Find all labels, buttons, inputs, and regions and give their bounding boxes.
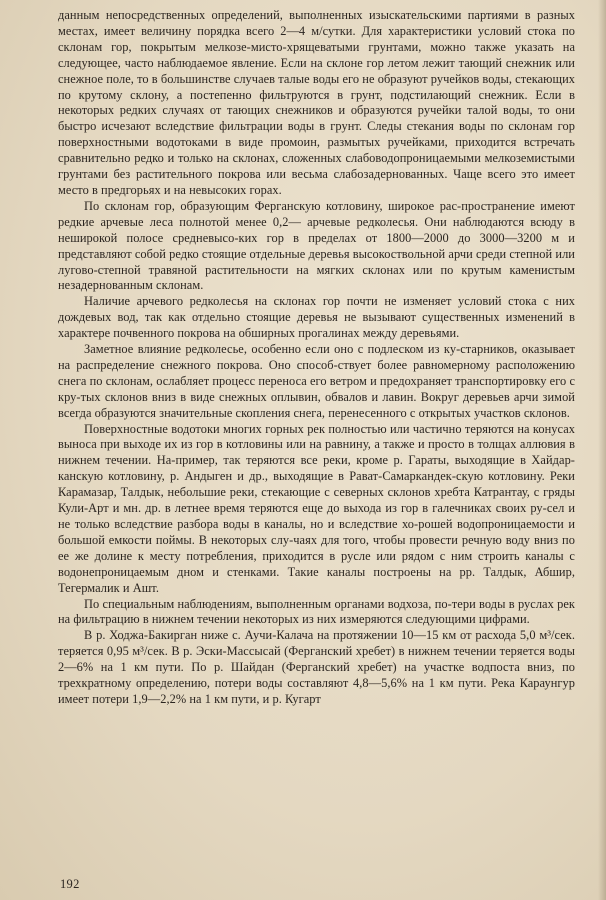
body-text	[58, 8, 575, 708]
paragraph-4: Заметное влияние редколесье, особенно если оно с подлеском из ку-старников, оказывает на распределение снежного покрова. Оно способ-ствует более равномерному расположению снега по склонам, ослабляет процесс переноса его ветром и предохраняет транспортировку его с кру-тых склонов вниз в виде снежных оплывин, обвалов и лавин. Вокруг деревьев арчи зимой всегда образуются значительные скопления снега, перенесенного с открытых участков склонов.	[58, 342, 575, 420]
paragraph-1: данным непосредственных определений, выполненных изыскательскими партиями в разных местах, имеет величину порядка всего 2—4 м/сутки. Для характеристики условий стока по склонам гор, покрытым мелкозе-мисто-хрящеватыми грунтами, можно также указать на следующее, часто наблюдаемое явление. Если на склоне гор летом лежит тающий снежник или снежное поле, то в большинстве случаев талые воды его не образуют ручейков воды, стекающих по крутому склону, а постепенно фильтруются в грунт, подстилающий снежник. Если в некоторых редких случаях от тающих снежников и образуются ручейки талой воды, то они быстро исчезают вследствие фильтрации воды в грунт. Следы стекания воды по склонам гор поверхностными водотоками в виде промоин, размытых ручейками, приходится встречать сравнительно редко и только на склонах, сложенных слабоводопроницаемыми мелкоземистыми грунтами без растительного покрова или весьма слабозадернованных. Чаще всего это имеет место в предгорьях и на невысоких горах.	[58, 8, 575, 197]
book-page	[58, 8, 575, 900]
page-edge-shadow	[598, 0, 606, 900]
paragraph-6: По специальным наблюдениям, выполненным органами водхоза, по-тери воды в руслах рек на фильтрацию в нижнем течении некоторых из них измеряются следующими цифрами.	[58, 596, 575, 627]
paragraph-7: В р. Ходжа-Бакирган ниже с. Аучи-Калача на протяжении 10—15 км от расхода 5,0 м³/сек. теряется 0,95 м³/сек. В р. Эски-Массысай (Ферганский хребет) в нижнем течении теряется воды 2—6% на 1 км пути. По р. Шайдан (Ферганский хребет) на участке водпоста вниз, по трехкратному определению, потери воды составляют 4,8—5,6% на 1 км пути. Река Караунгур имеет потери 1,9—2,2% на 1 км пути, и р. Кугарт	[58, 628, 575, 706]
paragraph-2: По склонам гор, образующим Ферганскую котловину, широкое рас-пространение имеют редкие арчевые леса полнотой менее 0,2— арчевые редколесья. Они наблюдаются всюду в неширокой полосе средневысо-ких гор в пределах от 1800—2000 до 3000—3200 м и представляют собой редко стоящие отдельные деревья высокоствольной арчи среди степной или лугово-степной травяной растительности на мягких склонах или по крутым каменистым незадернованным склонам.	[58, 198, 575, 293]
page-number: 192	[60, 877, 80, 891]
paragraph-3: Наличие арчевого редколесья на склонах гор почти не изменяет условий стока с них дождевых вод, так как отдельно стоящие деревья не вызывают существенных изменений в характере почвенного покрова на обширных прогалинах между деревьями.	[58, 294, 575, 341]
paragraph-5: Поверхностные водотоки многих горных рек полностью или частично теряются на конусах выноса при выходе их из гор в котловины или на равнину, а также и просто в толщах аллювия в нижнем течении. На-пример, так теряются все реки, кроме р. Гараты, выходящие в Хайдар-канскую котловину, р. Андыген и др., выходящие в Рават-Самаркандек-скую котловину. Реки Карамазар, Талдык, небольшие реки, стекающие с северных склонов хребта Катрантау, с гряды Кули-Арт и мн. др. в летнее время теряются еще до выхода из гор в галечниках своих ру-сел и не только вследствие разбора воды в каналы, но и вследствие хо-рошей водопроницаемости и большой емкости поймы. В некоторых слу-чаях для того, чтобы провести речную воду вниз по ее же долине к месту потребления, приходится в русле или рядом с ним строить каналы с водонепроницаемым дном и стенками. Такие каналы построены на рр. Талдык, Абшир, Тегермалик и Ашт.	[58, 421, 575, 595]
